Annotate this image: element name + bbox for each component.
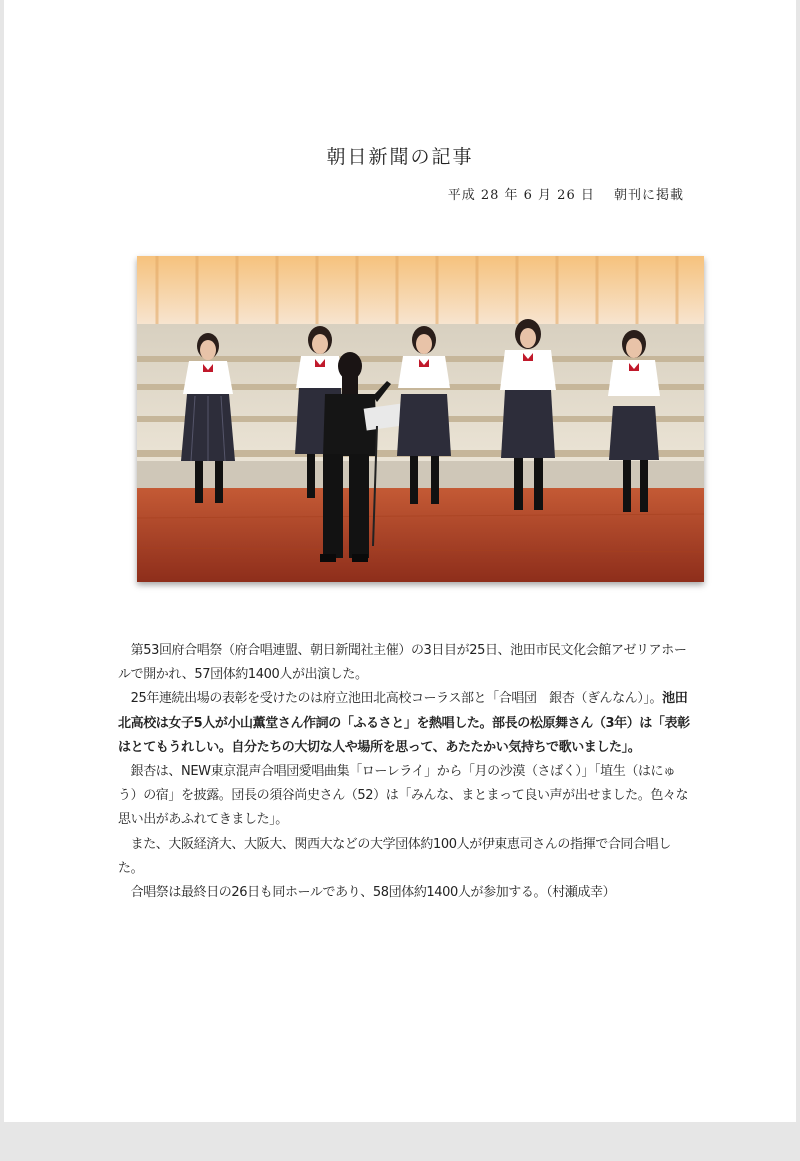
article-paragraph-3: 銀杏は、NEW東京混声合唱団愛唱曲集「ローレライ」から「月の沙漠（さばく）」「埴生（はにゅう）の宿」を披露。団長の須谷尚史さん（52）は「みんな、まとまって良い声が出せました。色々な思い出があふれてきました」。 xyxy=(118,764,689,828)
article-paragraph-2 xyxy=(118,687,690,760)
article-paragraph-4: また、大阪経済大、大阪大、関西大などの大学団体約100人が伊東恵司さんの指揮で合同合唱した。 xyxy=(118,836,671,876)
choir-photo-image xyxy=(137,256,704,582)
choir-photo xyxy=(137,256,704,582)
viewer-bottom-bar xyxy=(0,1122,800,1161)
page-title: 朝日新聞の記事 xyxy=(326,146,474,168)
article-paragraph-2-bold: 池田北高校は女子5人が小山薫堂さん作詞の「ふるさと」を熱唱した。部長の松原舞さん（3年）は「表彰はとてもうれしい。自分たちの大切な人や場所を思って、あたたかい気持ちで歌いました」。 xyxy=(118,691,690,755)
article-body xyxy=(118,639,690,905)
dateline: 平成 28 年 6 月 26 日 朝刊に掲載 xyxy=(447,188,684,203)
article-paragraph-5: 合唱祭は最終日の26日も同ホールであり、58団体約1400人が参加する。（村瀬成幸） xyxy=(118,885,616,901)
article-paragraph-1: 第53回府合唱祭（府合唱連盟、朝日新聞社主催）の3日目が25日、池田市民文化会館アゼリアホールで開かれ、57団体約1400人が出演した。 xyxy=(118,643,687,683)
article-paragraph-2-text: 25年連続出場の表彰を受けたのは府立池田北高校コーラス部と「合唱団 銀杏（ぎんなん）」。 xyxy=(118,691,663,707)
